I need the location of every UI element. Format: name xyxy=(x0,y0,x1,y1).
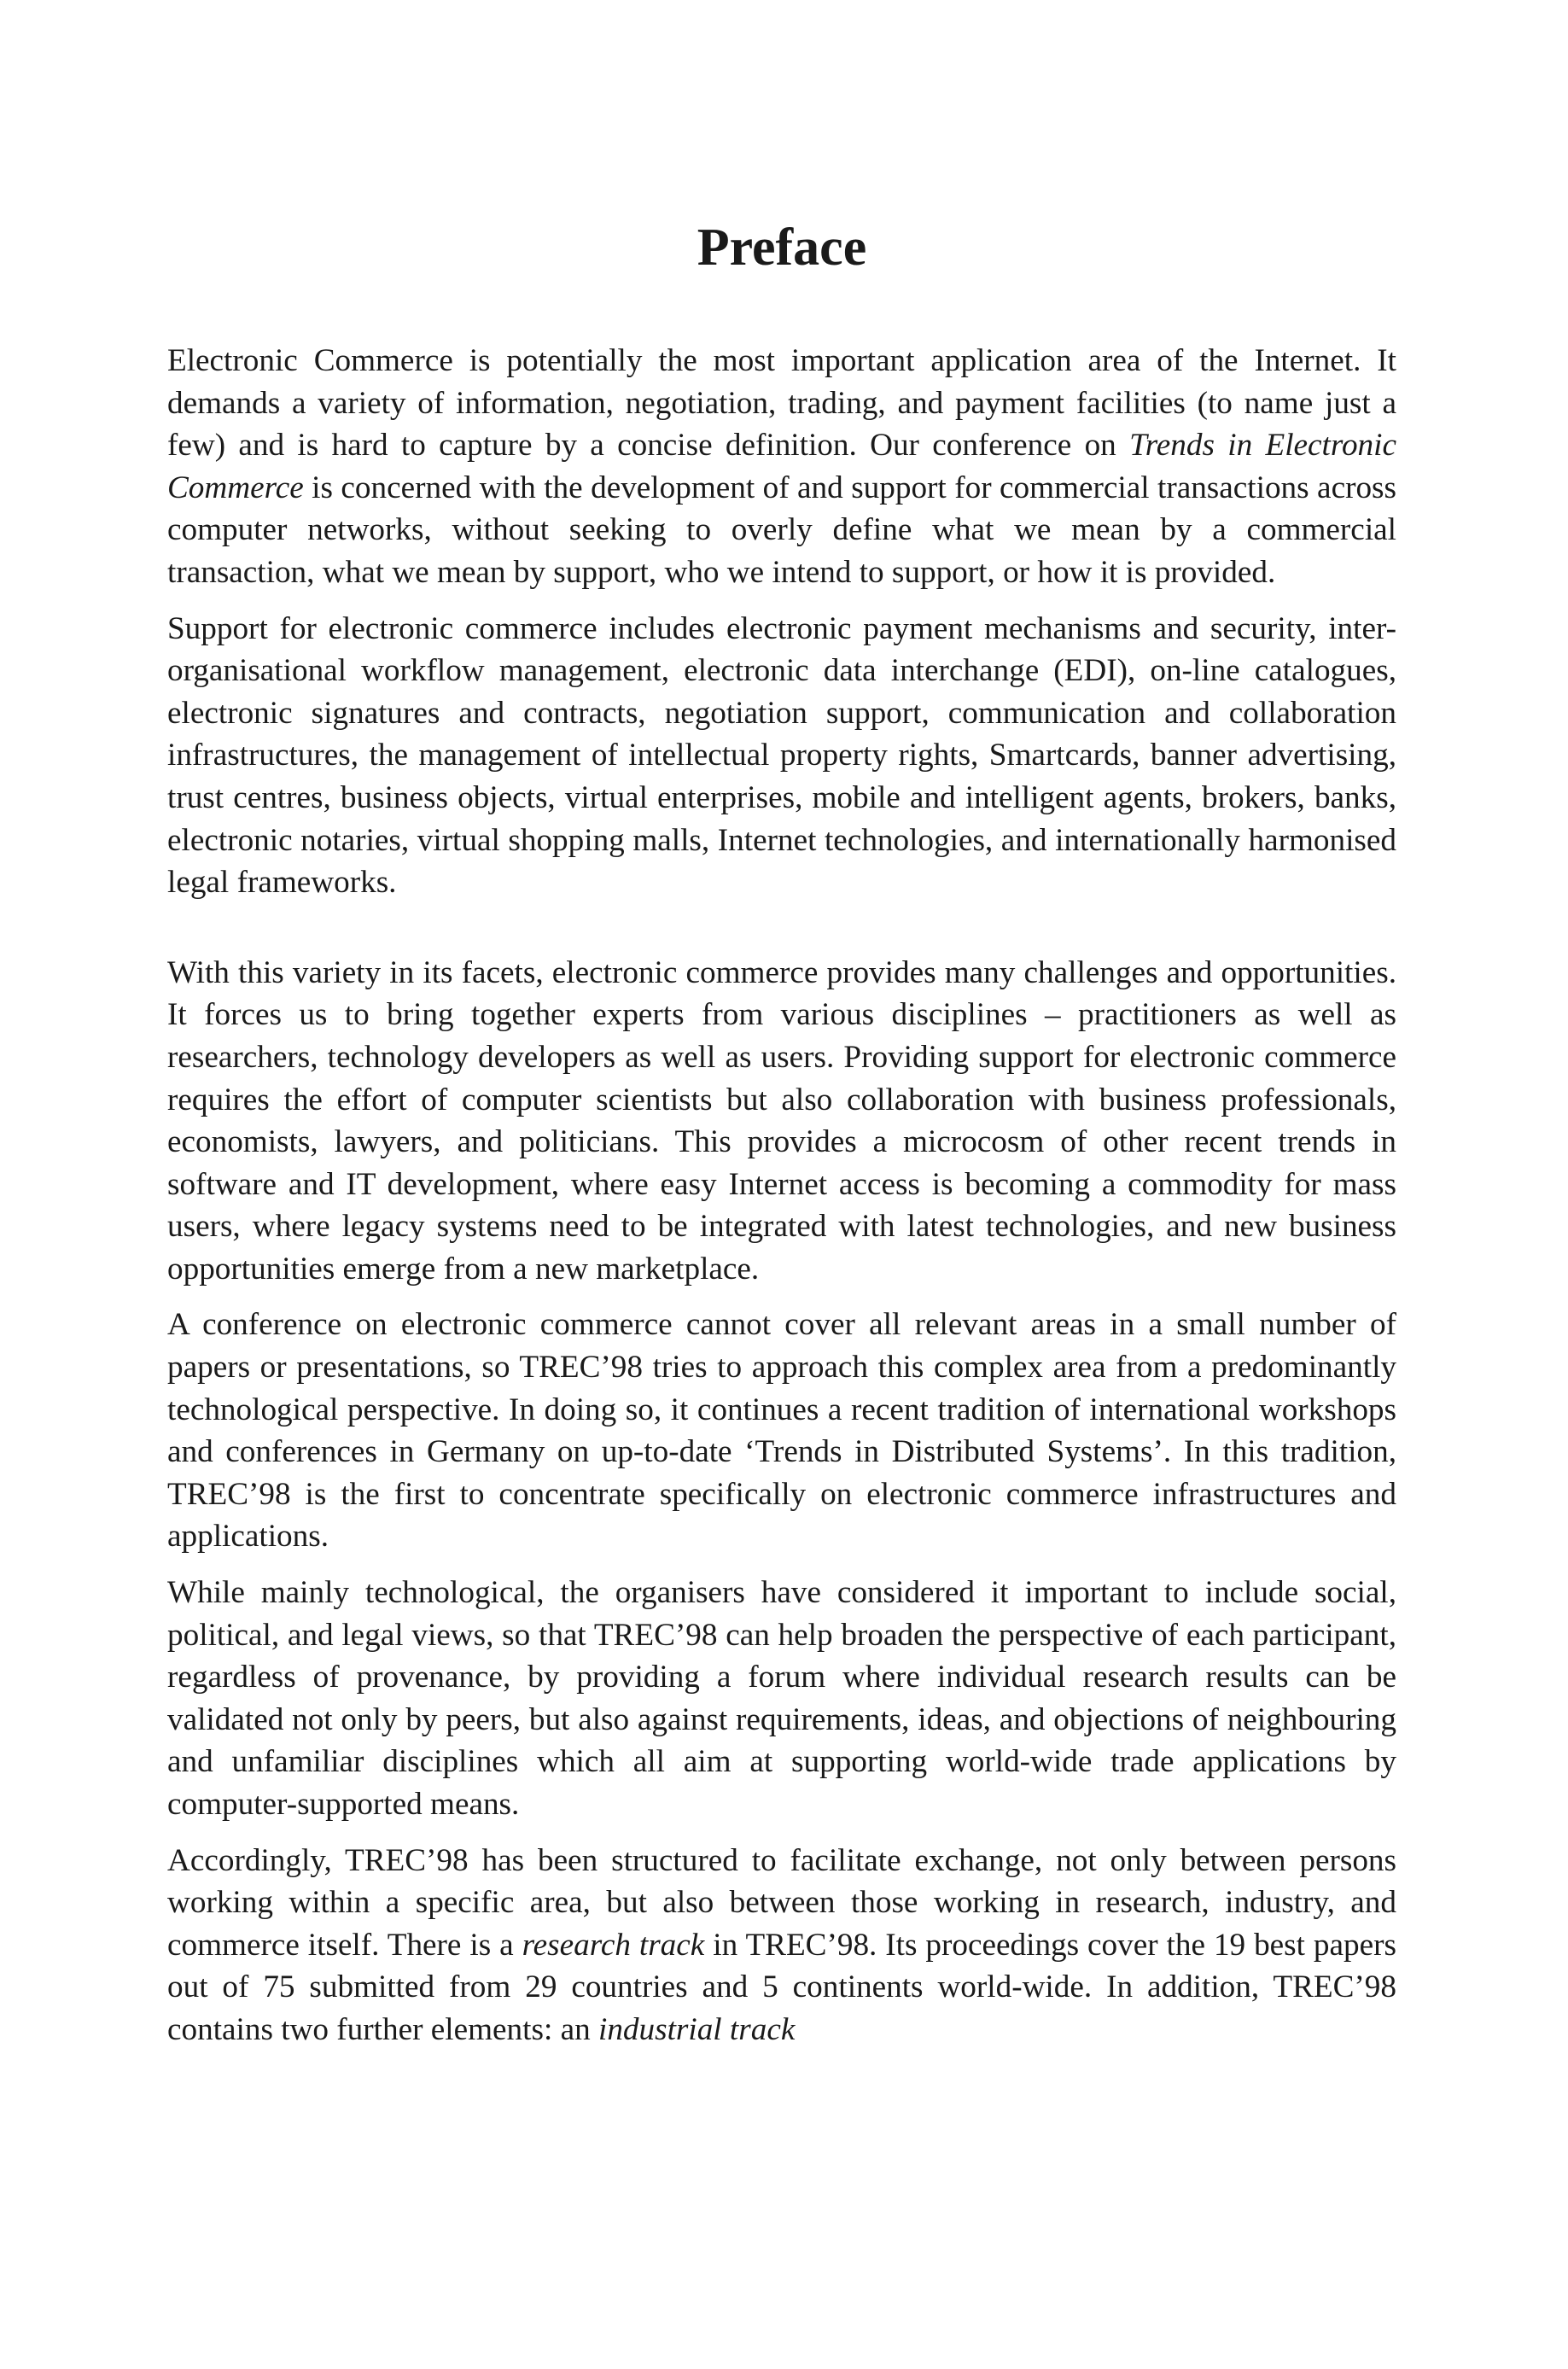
paragraph-6-emphasis-research-track: research track xyxy=(522,1927,705,1963)
paragraph-5: While mainly technological, the organisers have considered it important to include social, political, and legal views, so that TREC’98 can help broaden the perspective of each participant, regardless of provenance, by providing a forum where individual research results can be validated not only by peers, but also against requirements, ideas, and objections of neighbouring and unfamiliar disciplines which all aim at supporting world-wide trade applications by computer-supported means. xyxy=(167,1575,1396,1822)
paragraph-1-text-b: is concerned with the development of and support for commercial transactions across computer networks, without seeking to overly define what we mean by a commercial transaction, what we mean by support, who we intend to support, or how it is provided. xyxy=(167,470,1396,590)
paragraph-1-emphasis-conference-title: Trends in Electronic Commerce xyxy=(167,428,1396,505)
paragraph-6-text-b: in TREC’98. Its proceedings cover the 19 best papers out of 75 submitted from 29 countries and 5 continents world-wide. In addition, TREC’98 contains two further elements: an xyxy=(167,1927,1396,2047)
paragraph-6-text-a: Accordingly, TREC’98 has been structured to facilitate exchange, not only between persons working within a specific area, but also between those working in research, industry, and commerce itself. There is a xyxy=(167,1842,1396,1963)
paragraph-6-emphasis-industrial-track: industrial track xyxy=(597,2011,796,2047)
paragraph-1 xyxy=(167,340,1396,594)
page-title: Preface xyxy=(697,219,867,277)
paragraph-4: A conference on electronic commerce cannot cover all relevant areas in a small number of papers or presentations, so TREC’98 tries to approach this complex area from a predominantly technological perspective. In doing so, it continues a recent tradition of international workshops and conferences in Germany on up-to-date ‘Trends in Distributed Systems’. In this tradition, TREC’98 is the first to concentrate specifically on electronic commerce infrastructures and applications. xyxy=(167,1307,1396,1555)
paragraph-1-text-a: Electronic Commerce is potentially the most important application area of the Internet. It demands a variety of information, negotiation, trading, and payment facilities (to name just a few) and is hard to capture by a concise definition. Our conference on xyxy=(167,343,1396,464)
page xyxy=(167,213,1396,2065)
paragraph-6 xyxy=(167,1840,1396,2051)
paragraph-3: With this variety in its facets, electronic commerce provides many challenges and opportunities. It forces us to bring together experts from various disciplines – practitioners as well as researchers, technology developers as well as users. Providing support for electronic commerce requires the effort of computer scientists but also collaboration with business professionals, economists, lawyers, and politicians. This provides a microcosm of other recent trends in software and IT development, where easy Internet access is becoming a commodity for mass users, where legacy systems need to be integrated with latest technologies, and new business opportunities emerge from a new marketplace. xyxy=(167,954,1396,1287)
paragraph-2: Support for electronic commerce includes electronic payment mechanisms and security, inter-organisational workflow management, electronic data interchange (EDI), on-line catalogues, electronic signatures and contracts, negotiation support, communication and collaboration infrastructures, the management of intellectual property rights, Smartcards, banner advertising, trust centres, business objects, virtual enterprises, mobile and intelligent agents, brokers, banks, electronic notaries, virtual shopping malls, Internet technologies, and internationally harmonised legal frameworks. xyxy=(167,610,1396,901)
